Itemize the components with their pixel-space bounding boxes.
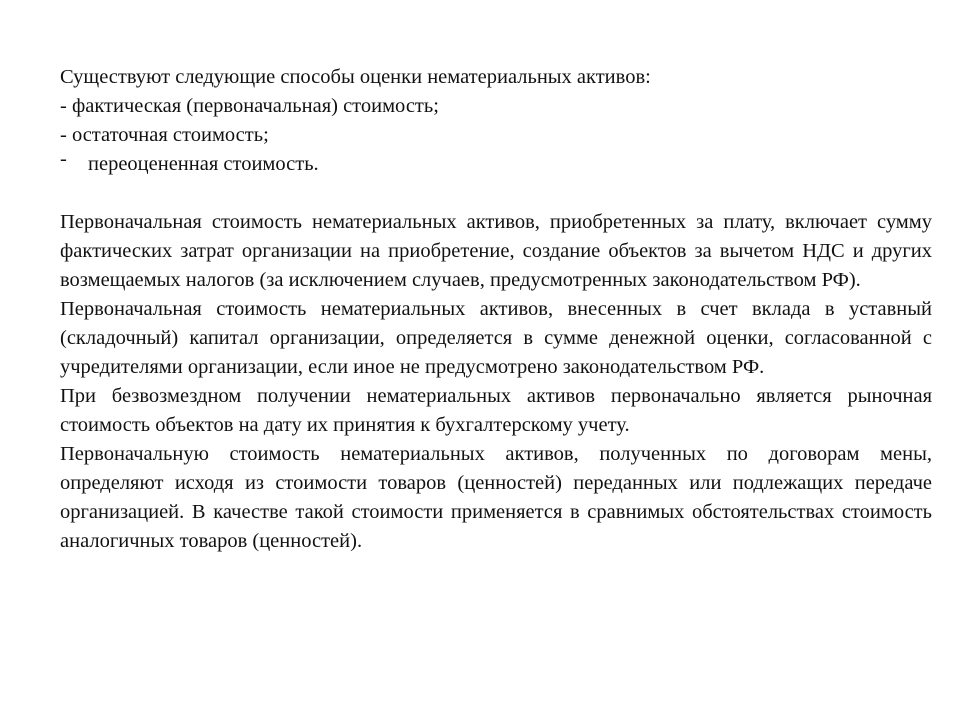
paragraph-gratuitous: При безвозмездном получении нематериальных активов первоначально является рыночная стоимость объектов на дату их принятия к бухгалтерскому учету. [60, 385, 932, 436]
paragraph-exchange: Первоначальную стоимость нематериальных активов, полученных по договорам мены, определяют исходя из стоимости товаров (ценностей) переданных или подлежащих передаче организацией. В качестве такой стоимости применяется в сравнимых обстоятельствах стоимость аналогичных товаров (ценностей). [60, 443, 932, 552]
list-item: - остаточная стоимость; [60, 124, 269, 146]
paragraph-purchased: Первоначальная стоимость нематериальных активов, приобретенных за плату, включает сумму фактических затрат организации на приобретение, создание объектов за вычетом НДС и других возмещаемых налогов (за исключением случаев, предусмотренных законодательством РФ). [60, 211, 932, 291]
intro-heading: Существуют следующие способы оценки нематериальных активов: [60, 66, 651, 88]
list-item: - фактическая (первоначальная) стоимость; [60, 95, 439, 117]
slide-content [60, 63, 932, 556]
list-item-text: переоцененная стоимость. [88, 153, 319, 175]
bullet-marker: - [60, 148, 67, 170]
paragraph-contributed: Первоначальная стоимость нематериальных активов, внесенных в счет вклада в уставный (складочный) капитал организации, определяется в сумме денежной оценки, согласованной с учредителями организации, если иное не предусмотрено законодательством РФ. [60, 298, 932, 378]
list-item [60, 150, 932, 179]
spacer [60, 179, 932, 208]
